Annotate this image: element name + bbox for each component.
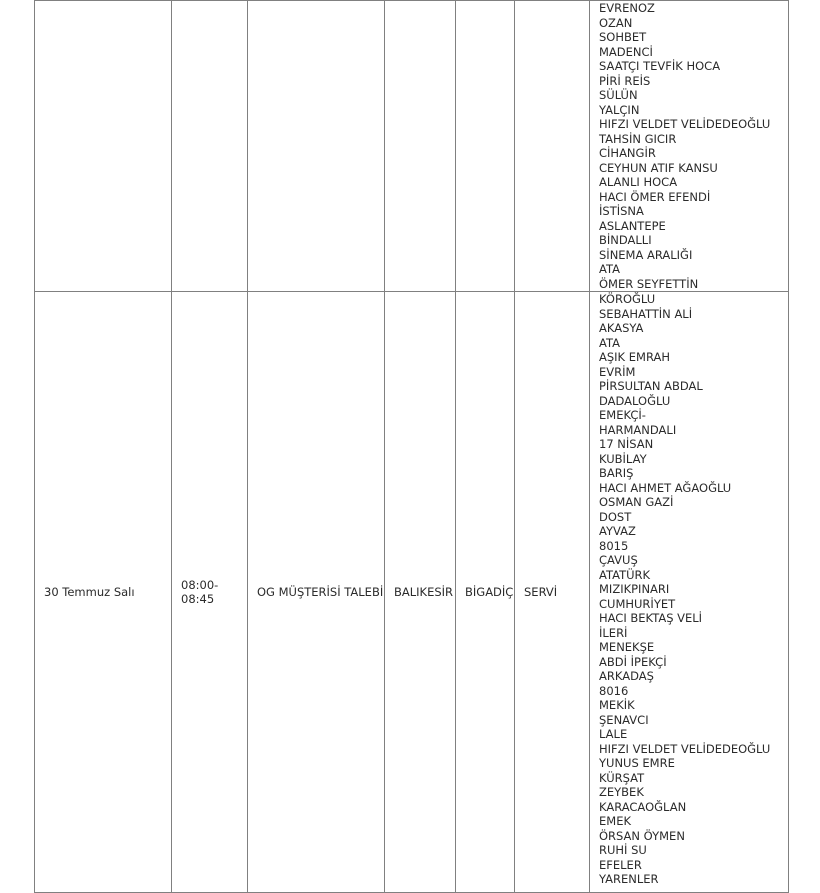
- street-item: SEBAHATTİN ALİ: [599, 306, 693, 321]
- street-item: MENEKŞE: [599, 640, 655, 654]
- street-list: [599, 1, 788, 291]
- cell-date: [35, 292, 172, 893]
- cell-district: [456, 1, 515, 292]
- street-item: KÖROĞLU: [599, 292, 656, 306]
- cell-date: [35, 1, 172, 292]
- street-item: KUBİLAY: [599, 451, 647, 466]
- street-item: ÇAVUŞ: [599, 553, 638, 567]
- street-item: HARMANDALI: [599, 422, 677, 437]
- street-item: AYVAZ: [599, 524, 636, 538]
- cell-reason: [248, 292, 385, 893]
- street-item: CEYHUN ATIF KANSU: [599, 160, 718, 175]
- street-item: ATA: [599, 262, 620, 276]
- table-row: [35, 1, 789, 292]
- street-item: ZEYBEK: [599, 785, 644, 799]
- street-item: MEKİK: [599, 698, 635, 712]
- neighborhood-text: SERVİ: [524, 584, 558, 599]
- street-item: LALE: [599, 727, 628, 741]
- street-item: CİHANGİR: [599, 146, 656, 160]
- street-item: EMEKÇİ-: [599, 408, 646, 422]
- cell-neighborhood: [515, 292, 590, 893]
- table-body: [35, 1, 789, 893]
- street-item: İSTİSNA: [599, 204, 644, 218]
- street-item: EFELER: [599, 857, 642, 872]
- street-item: ÖMER SEYFETTİN: [599, 276, 699, 291]
- street-item: DOST: [599, 509, 632, 524]
- outage-table: [34, 0, 789, 893]
- street-item: MADENCİ: [599, 44, 653, 59]
- table-row: [35, 292, 789, 893]
- street-list: [599, 292, 788, 887]
- cell-province: [385, 1, 456, 292]
- street-item: SOHBET: [599, 30, 647, 44]
- cell-time: [172, 292, 248, 893]
- street-item: YARENLER: [599, 872, 659, 886]
- street-item: KÜRŞAT: [599, 770, 645, 785]
- date-text: 30 Temmuz Salı: [44, 584, 135, 599]
- cell-reason: [248, 1, 385, 292]
- street-item: HACI BEKTAŞ VELİ: [599, 611, 703, 625]
- street-item: HACI AHMET AĞAOĞLU: [599, 480, 732, 495]
- street-item: ATATÜRK: [599, 567, 651, 582]
- street-item: ATA: [599, 335, 620, 350]
- street-item: 8015: [599, 538, 629, 553]
- street-item: BARIŞ: [599, 466, 634, 480]
- reason-text: OG MÜŞTERİSİ TALEBİ: [257, 584, 384, 599]
- street-item: TAHSİN GICIR: [599, 131, 677, 146]
- street-item: EVRENOZ: [599, 1, 655, 15]
- street-item: SÜLÜN: [599, 88, 638, 102]
- district-text: BİGADİÇ: [465, 584, 514, 599]
- time-text: 08:00-08:45: [181, 577, 219, 606]
- street-item: ABDİ İPEKÇİ: [599, 654, 667, 669]
- street-item: PİRİ REİS: [599, 73, 651, 88]
- street-item: SAATÇI TEVFİK HOCA: [599, 59, 721, 73]
- street-item: HACI ÖMER EFENDİ: [599, 189, 711, 204]
- street-item: OSMAN GAZİ: [599, 495, 674, 509]
- street-item: KARACAOĞLAN: [599, 799, 687, 814]
- street-item: 17 NİSAN: [599, 437, 654, 451]
- street-item: YUNUS EMRE: [599, 756, 675, 770]
- street-item: ARKADAŞ: [599, 669, 654, 683]
- street-item: SİNEMA ARALIĞI: [599, 247, 693, 262]
- street-item: AKASYA: [599, 321, 644, 335]
- street-item: EVRİM: [599, 364, 636, 379]
- street-item: EMEK: [599, 814, 631, 828]
- street-item: RUHİ SU: [599, 843, 647, 857]
- street-item: HIFZI VELDET VELİDEDEOĞLU: [599, 117, 771, 131]
- cell-neighborhood: [515, 1, 590, 292]
- street-item: HIFZI VELDET VELİDEDEOĞLU: [599, 741, 771, 756]
- street-item: PİRSULTAN ABDAL: [599, 379, 703, 393]
- cell-streets: [590, 292, 789, 893]
- cell-time: [172, 1, 248, 292]
- street-item: CUMHURİYET: [599, 596, 676, 611]
- street-item: MIZIKPINARI: [599, 582, 670, 596]
- street-item: ALANLI HOCA: [599, 175, 678, 189]
- street-item: OZAN: [599, 15, 633, 30]
- street-item: 8016: [599, 683, 629, 698]
- cell-province: [385, 292, 456, 893]
- street-item: ŞENAVCI: [599, 712, 649, 727]
- street-item: ASLANTEPE: [599, 218, 666, 233]
- street-item: AŞIK EMRAH: [599, 350, 670, 364]
- province-text: BALIKESİR: [394, 584, 454, 599]
- street-item: DADALOĞLU: [599, 393, 671, 408]
- cell-district: [456, 292, 515, 893]
- street-item: ÖRSAN ÖYMEN: [599, 828, 685, 843]
- cell-streets: [590, 1, 789, 292]
- street-item: YALÇIN: [599, 102, 640, 117]
- street-item: İLERİ: [599, 625, 628, 640]
- street-item: BİNDALLI: [599, 233, 652, 247]
